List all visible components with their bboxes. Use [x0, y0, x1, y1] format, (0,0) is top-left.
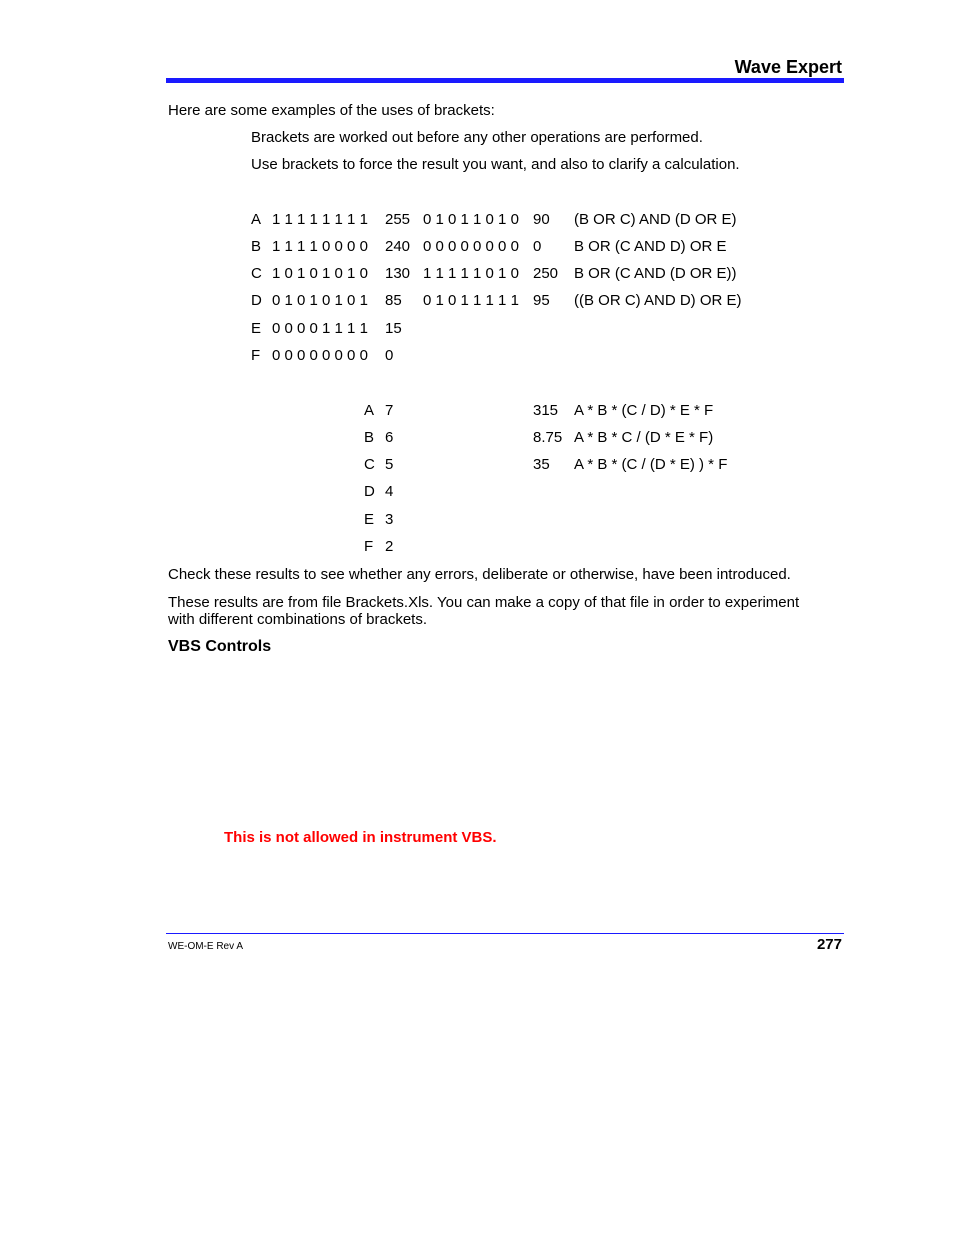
- logic-dec: 15: [385, 320, 402, 337]
- logic-var: D: [251, 292, 262, 309]
- logic-dec: 240: [385, 238, 411, 255]
- logic-var: C: [251, 265, 262, 282]
- logic-dec: 85: [385, 292, 402, 309]
- intro-text: Here are some examples of the uses of brackets:: [168, 102, 495, 119]
- logic-bits: 0 0 0 0 0 0 0 0: [272, 347, 368, 364]
- arith-value: 2: [385, 538, 394, 555]
- logic-dec: 0: [385, 347, 394, 364]
- logic-var: E: [251, 320, 262, 337]
- arith-value: 7: [385, 402, 394, 419]
- arith-var: C: [364, 456, 375, 473]
- arith-result: 8.75: [533, 429, 563, 446]
- arith-value: 3: [385, 511, 394, 528]
- logic-expression: ((B OR C) AND D) OR E): [574, 292, 742, 309]
- arith-expression: A * B * (C / (D * E) ) * F: [574, 456, 728, 473]
- check-paragraph: Check these results to see whether any errors, deliberate or otherwise, have been introduced.: [168, 566, 791, 583]
- arith-value: 6: [385, 429, 394, 446]
- warning-note: This is not allowed in instrument VBS.: [224, 829, 497, 846]
- logic-dec: 255: [385, 211, 411, 228]
- logic-var: F: [251, 347, 261, 364]
- footer-rule: [166, 933, 844, 934]
- arith-var: A: [364, 402, 375, 419]
- note-line: Brackets are worked out before any other operations are performed.: [251, 129, 703, 146]
- arith-value: 5: [385, 456, 394, 473]
- logic-var: B: [251, 238, 262, 255]
- logic-expression: (B OR C) AND (D OR E): [574, 211, 737, 228]
- logic-result-bits: 0 0 0 0 0 0 0 0: [423, 238, 519, 255]
- arith-expression: A * B * (C / D) * E * F: [574, 402, 714, 419]
- arith-var: D: [364, 483, 375, 500]
- logic-result-bits: 0 1 0 1 1 0 1 0: [423, 211, 519, 228]
- page-header-title: Wave Expert: [734, 57, 842, 77]
- note-line: Use brackets to force the result you want, and also to clarify a calculation.: [251, 156, 740, 173]
- logic-result-dec: 250: [533, 265, 559, 282]
- logic-bits: 0 1 0 1 0 1 0 1: [272, 292, 368, 309]
- logic-result-bits: 0 1 0 1 1 1 1 1: [423, 292, 519, 309]
- arith-var: F: [364, 538, 374, 555]
- page-number: 277: [816, 936, 842, 953]
- header-rule: [166, 78, 844, 83]
- arith-result: 35: [533, 456, 550, 473]
- footer-doc-id: WE-OM-E Rev A: [168, 941, 244, 952]
- section-heading: VBS Controls: [168, 638, 272, 655]
- logic-expression: B OR (C AND D) OR E: [574, 238, 727, 255]
- logic-result-bits: 1 1 1 1 1 0 1 0: [423, 265, 519, 282]
- logic-dec: 130: [385, 265, 411, 282]
- arith-var: B: [364, 429, 375, 446]
- logic-var: A: [251, 211, 262, 228]
- arith-result: 315: [533, 402, 559, 419]
- logic-result-dec: 0: [533, 238, 542, 255]
- logic-bits: 1 1 1 1 0 0 0 0: [272, 238, 368, 255]
- file-paragraph-line: with different combinations of brackets.: [168, 611, 428, 628]
- logic-expression: B OR (C AND (D OR E)): [574, 265, 737, 282]
- logic-result-dec: 95: [533, 292, 550, 309]
- logic-bits: 1 1 1 1 1 1 1 1: [272, 211, 368, 228]
- arith-var: E: [364, 511, 375, 528]
- logic-result-dec: 90: [533, 211, 550, 228]
- logic-bits: 1 0 1 0 1 0 1 0: [272, 265, 368, 282]
- logic-bits: 0 0 0 0 1 1 1 1: [272, 320, 368, 337]
- arith-value: 4: [385, 483, 394, 500]
- file-paragraph-line: These results are from file Brackets.Xls. You can make a copy of that file in order to experiment: [168, 594, 800, 611]
- arith-expression: A * B * C / (D * E * F): [574, 429, 714, 446]
